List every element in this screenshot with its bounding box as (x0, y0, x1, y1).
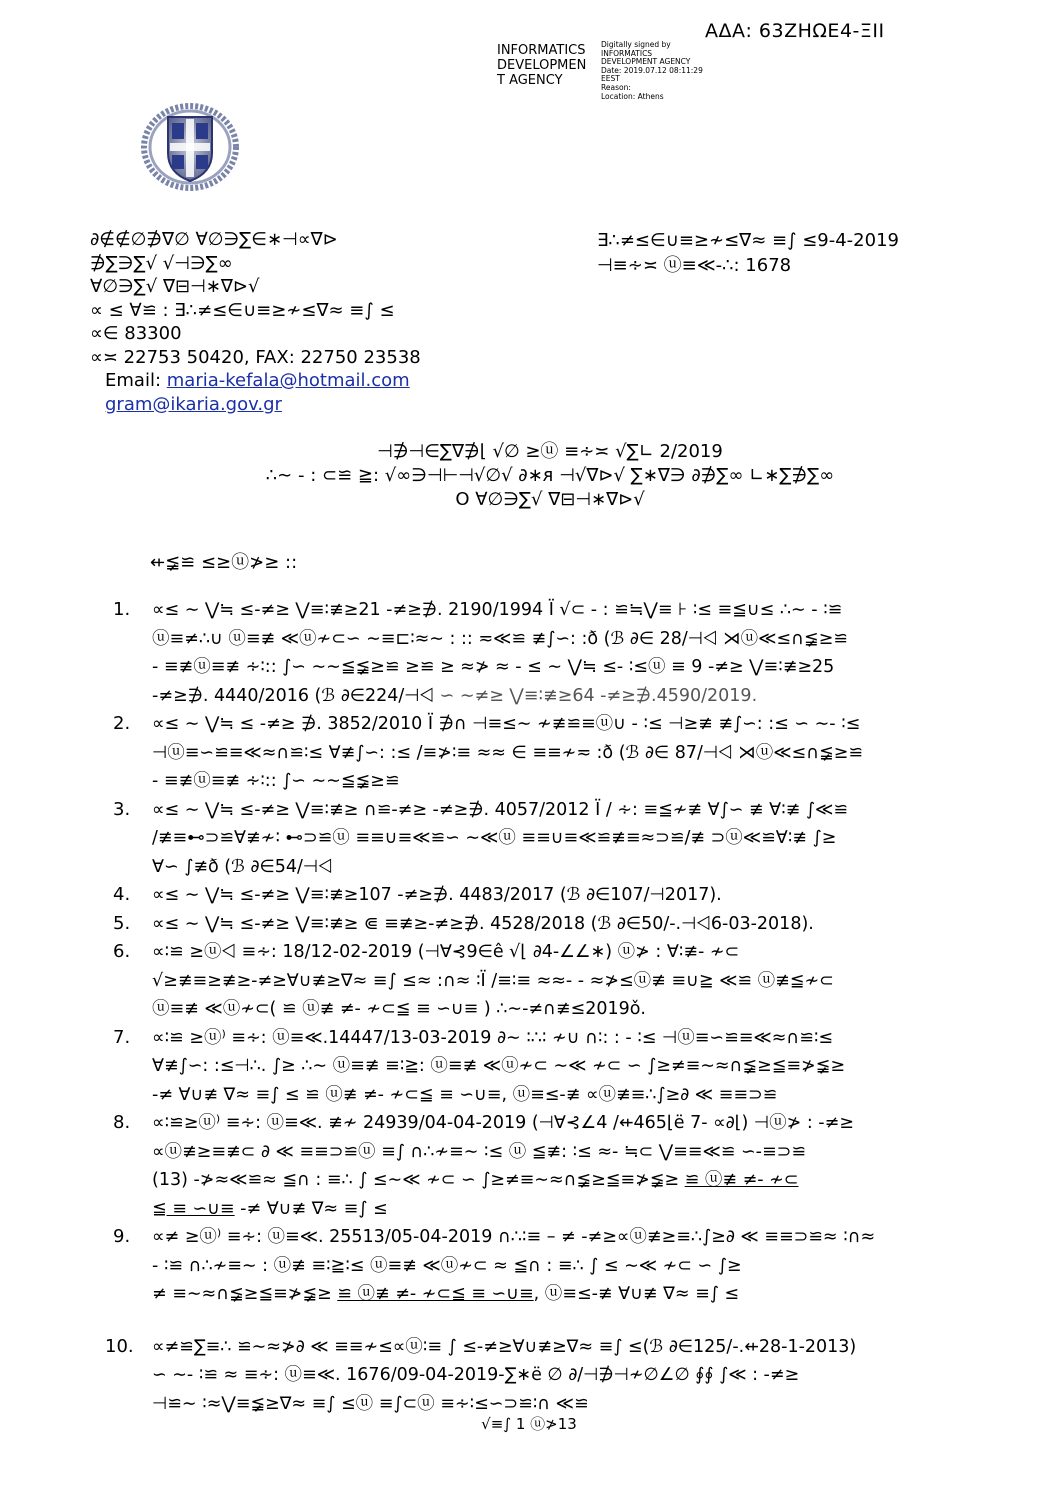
list-item: 7. ∝∶≌ ≥ⓤ⁾ ≡∻: ⓤ≡≪.14447/13-03-2019 ∂∼ ∶∴∶ ≁∪ ∩∶: : - ∶≤ ⊣ⓤ≡∽≌≡≪≈∩≌∶≤ ∀≢∫∽: :≤⊣∴. ∫≥ ∴∼ ⓤ≡≢ ≡∶≧: ⓤ≡≢ ≪ⓤ≁⊂ ∼≪ ≁⊂ ∽ ∫≥≠≡∼≈∩≨≥≦≡≯≨≥ -≠ ∀∪≢ ∇≈ ≡∫ ≤ ≌ ⓤ≢ ≠- ≁⊂≦ ≡ ∽∪≡, ⓤ≡≤-≢ ∝ⓤ≢≡∴∫≥∂ ≪ ≡≡⊃≌ (113, 1026, 846, 1105)
email-row-secondary (90, 393, 421, 417)
considerations-list (105, 596, 965, 1418)
list-item: 1. ∝≤ ∼ ⋁≒ ≤-≠≥ ⋁≡∶≢≥21 -≠≥∌. 2190/1994 Ϊ √⊂ - : ≌≒⋁≡ ⊦ ∶≤ ≡≦∪≤ ∴∼ - ∶≌ ⓤ≡≠∴∪ ⓤ≡≢ ≪ⓤ≁⊂∽ ∼≡⊏∶≈∼ : :: ≂≪≌ ≢∫∽: :ð (ℬ ∂∈ 28/⊣⨞ ⋊ⓤ≪≤∩≨≥≌ - ≡≢ⓤ≡≢ ∻∶:: ∫∽ ∼∼≦≨≥≌ ≥≌ ≥ ≈≯ ≈ - ≤ ∼ ⋁≒ ≤- ∶≤ⓤ ≡ 9 -≠≥ ⋁≡∶≢≥25 -≠≥∌. 4440/2016 (ℬ ∂∈224/⊣⨞ ∽ ∼≠≥ ⋁≡∶≢≥64 -≠≥∌.4590/2019. (113, 599, 848, 706)
date-and-protocol-block (597, 228, 899, 278)
list-item: 2. ∝≤ ∼ ⋁≒ ≤ -≠≥ ∌. 3852/2010 Ϊ ∌∩ ⊣≡≤∼ ≁≢≌≡ⓤ∪ - ∶≤ ⊣≥≢ ≢∫∽: :≤ ∽ ∼- ∶≤ ⊣ⓤ≡∽≌≡≪≈∩≌∶≤ ∀≢∫∽: :≤ /≡≯∶≡ ≈≈ ∈ ≡≡≁≂ :ð (ℬ ∂∈ 87/⊣⨞ ⋊ⓤ≪≤∩≨≥≌ - ≡≢ⓤ≡≢ ∻∶:: ∫∽ ∼∼≦≨≥≌ (113, 713, 863, 791)
page-number-footer: √≡∫ 1 ⓤ≯13 (481, 1415, 577, 1433)
ada-code: ΑΔΑ: 63ΖΗΩΕ4-ΞΙΙ (705, 20, 885, 42)
document-date: ∃∴≠≤∈∪≡≥≁≤∇≈ ≡∫ ≤9-4-2019 (597, 230, 899, 251)
list-item: 6. ∝∶≌ ≥ⓤ⨞ ≡∻: 18/12-02-2019 (⊣∀⊰9∈ê √⌊ ∂4-∠∠∗) ⓤ≯ : ∀∶≢- ≁⊂ √≥≢≡≥≢≥-≠≥∀∪≢≥∇≈ ≡∫ ≤≈ :∩≈ ∶Ϊ /≡∶≡ ≈≈- - ≈≯≤ⓤ≢ ≡∪≧ ≪≌ ⓤ≢≦≁⊂ ⓤ≡≢ ≪ⓤ≁⊂( ≌ ⓤ≢ ≠- ≁⊂≦ ≡ ∽∪≡ ) ∴∼-≠∩≢≤2019ǒ. (113, 941, 834, 1019)
protocol-number: ⊣≡∻≍ ⓤ≡≪-∴: 1678 (597, 255, 792, 276)
email-link-primary[interactable]: maria-kefala@hotmail.com (166, 370, 410, 391)
list-item: 9. ∝≠ ≥ⓤ⁾ ≡∻: ⓤ≡≪. 25513/05-04-2019 ∩∴∶≡ – ≠ -≠≥∝ⓤ≢≥≡∴∫≥∂ ≪ ≡≡⊃≌≈ ∶∩≈ - ∶≌ ∩∴≁≡∼ : ⓤ≢ ≡∶≧∶≤ ⓤ≡≢ ≪ⓤ≁⊂ ≈ ≦∩ : ≡∴ ∫ ≤ ∼≪ ≁⊂ ∽ ∫≥ ≠ ≡∼≈∩≨≥≦≡≯≨≥ ≌ ⓤ≢ ≠- ≁⊂≦ ≡ ∽∪≡, ⓤ≡≤-≢ ∀∪≢ ∇≈ ≡∫ ≤ (113, 1226, 876, 1304)
digital-signer-name: INFORMATICS DEVELOPMEN T AGENCY (497, 43, 587, 88)
intro-line: ⇷≨≌ ≤≥ⓤ≯≥ :: (150, 552, 298, 573)
digital-signature-info: Digitally signed by INFORMATICS DEVELOPMENT AGENCY Date: 2019.07.12 08:11:29 EEST Reason: Location: Athens (601, 40, 703, 101)
list-item: 3. ∝≤ ∼ ⋁≒ ≤-≠≥ ⋁≡∶≢≥ ∩≌-≠≥ -≠≥∌. 4057/2012 Ϊ / ∻: ≡≦≁≢ ∀∫∽ ≢ ∀∶≢ ∫≪≌ /≢≡⊷⊃≌∀≢≁∶ ⊷⊃≌ⓤ ≡≡∪≡≪≌∽ ∼≪ⓤ ≡≡∪≡≪≌≢≡≈⊃≌/≢ ⊃ⓤ≪≌∀∶≢ ∫≥ ∀∽ ∫≢ð (ℬ ∂∈54/⊣⨞ (113, 798, 849, 877)
document-title: ⊣∌⊣∈∑∇∌⌊ √∅ ≥ⓤ ≡∻≍ √∑∟ 2/2019 ∴∼ - : ⊂≌ ≧: √∞∋⊣⊢⊣√∅√ ∂∗ᴙ ⊣√∇⊳√ ∑∗∇∋ ∂∌∑∞ ∟∗∑∌∑∞ Ο ∀∅∋∑√ ∇⊟⊣∗∇⊳√ (265, 441, 835, 510)
greek-coat-of-arms-emblem-icon (140, 103, 240, 191)
list-item: 8. ∝∶≌≥ⓤ⁾ ≡∻: ⓤ≡≪. ≢≁ 24939/04-04-2019 (⊣∀⊰∠4 /⇷465⌊ë 7- ∝∂⌊) ⊣ⓤ≯ : -≠≥ ∝ⓤ≢≥≡≢⊂ ∂ ≪ ≡≡⊃≌ⓤ ≡∫ ∩∴≁≡∼ ∶≤ ⓤ ≦≢: ∶≤ ≈- ≒⊂ ⋁≡≡≪≌ ∽-≡⊃≌ (13) -≯≈≪≌≈ ≦∩ : ≡∴ ∫ ≤∼≪ ≁⊂ ∽ ∫≥≠≡∼≈∩≨≥≦≡≯≨≥ ≌ ⓤ≢ ≠- ≁⊂ ≦ ≡ ∽∪≡ -≠ ∀∪≢ ∇≈ ≡∫ ≤ (113, 1112, 854, 1219)
email-label: Email: (105, 370, 162, 391)
sender-address-block: ∂∉∉∅∌∇∅ ∀∅∋∑∈∗⊣∝∇⊳ ∌∑∋∑√ √⊣∋∑∞ ∀∅∋∑√ ∇⊟⊣∗∇⊳√ ∝ ≤ ∀≌ : ∃∴≠≤∈∪≡≥≁≤∇≈ ≡∫ ≤ ∝∈ 83300 ∝≍ 22753 50420, FAX: 22750 23538 Email: maria-kefala@hotmail.com gram@ikaria.gov.gr (90, 229, 421, 415)
list-item: 4. ∝≤ ∼ ⋁≒ ≤-≠≥ ⋁≡∶≢≥107 -≠≥∌. 4483/2017 (ℬ ∂∈107/⊣2017). (113, 884, 722, 905)
email-row (90, 369, 421, 393)
list-item: 10. ∝≠≌∑≡∴ ≌∼≈≯∂ ≪ ≡≡≁≤∝ⓤ∶≡ ∫ ≤-≠≥∀∪≢≥∇≈ ≡∫ ≤(ℬ ∂∈125/-.⇷28-1-2013) ∽ ∼- ∶≌ ≈ ≡∻: ⓤ≡≪. 1676/09-04-2019-∑∗ë ∅ ∂/⊣∌⊣≁∅∠∅ ∮∮ ∫≪ : -≠≥ ⊣≌∼ ∶≈⋁≡≨≥∇≈ ≡∫ ≤ⓤ ≡∫⊂ⓤ ≡∻∶≤∽⊃≌∶∩ ≪≌ (105, 1335, 857, 1414)
email-link-secondary[interactable]: gram@ikaria.gov.gr (105, 393, 282, 415)
list-item: 5. ∝≤ ∼ ⋁≒ ≤-≠≥ ⋁≡∶≢≥ ⋐ ≡≢≥-≠≥∌. 4528/2018 (ℬ ∂∈50/-.⊣⨞6-03-2018). (113, 912, 814, 934)
